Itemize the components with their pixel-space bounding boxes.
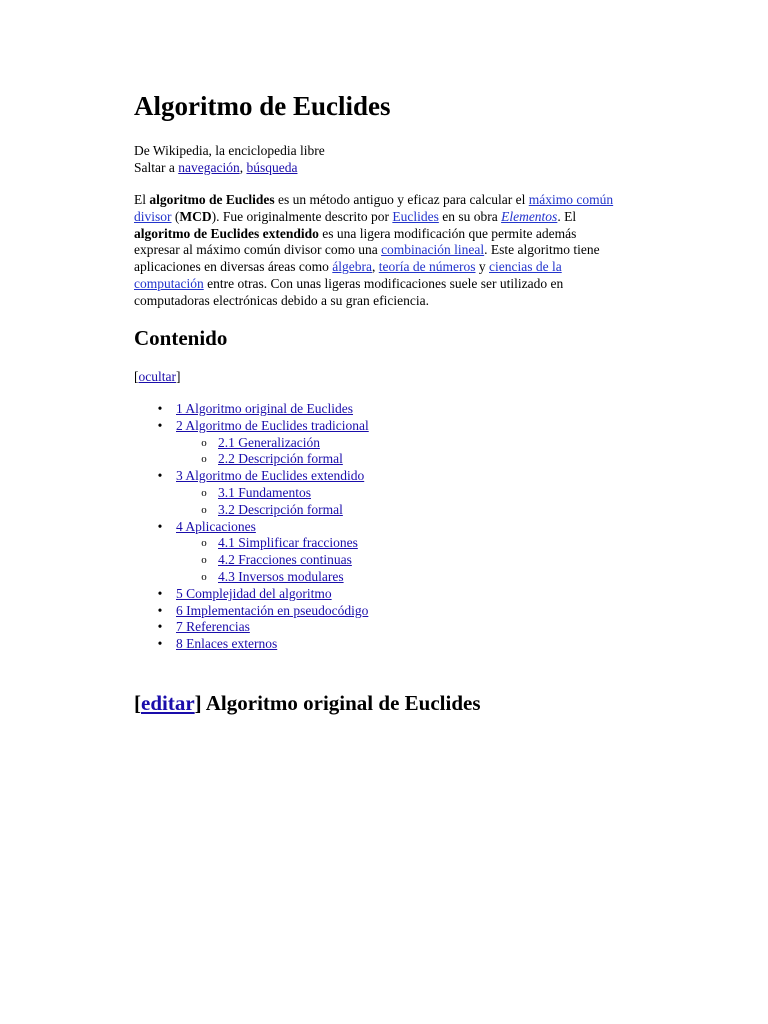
jump-prefix: Saltar a [134, 160, 179, 175]
toc-subitem [198, 451, 369, 468]
bullet-icon: • [157, 636, 163, 652]
contents-heading: Contenido [134, 326, 228, 350]
intro-text: El [134, 192, 150, 207]
circle-bullet-icon: o [201, 537, 207, 550]
toc-item [154, 636, 369, 653]
toc-sublist [176, 435, 369, 469]
toc-item [154, 519, 369, 586]
bullet-icon: • [157, 401, 163, 416]
intro-text: . El [557, 208, 577, 224]
intro-text: y [475, 259, 489, 275]
intro-text: ( [171, 208, 180, 224]
toc-item [154, 586, 369, 603]
bracket-close: ] [194, 691, 202, 715]
toc-link[interactable]: 7 Referencias [176, 619, 250, 635]
toc-sublink[interactable]: 3.2 Descripción formal [218, 501, 343, 517]
hide-toc-link[interactable]: ocultar [138, 369, 176, 384]
toc-sublink[interactable]: 2.2 Descripción formal [218, 451, 343, 467]
toc-item [154, 418, 369, 468]
page-title: Algoritmo de Euclides [134, 91, 391, 121]
hide-toggle [134, 368, 180, 385]
toc-sublink[interactable]: 3.1 Fundamentos [218, 484, 311, 500]
intro-text: entre otras. Con unas ligeras modificaciones suele ser utilizado en computadoras electrónicas debido a su gran eficiencia. [134, 275, 564, 308]
intro-text: . Este algoritmo tiene aplicaciones en diversas áreas como [134, 242, 600, 275]
toc-subitem [198, 535, 369, 552]
toc-item [154, 619, 369, 636]
toc-subitem [198, 552, 369, 569]
circle-bullet-icon: o [201, 554, 207, 567]
intro-text: , [372, 259, 379, 275]
link-combinacion-lineal[interactable]: combinación lineal [381, 242, 485, 258]
section-heading [134, 689, 481, 717]
circle-bullet-icon: o [201, 570, 207, 583]
toc-link[interactable]: 6 Implementación en pseudocódigo [176, 602, 369, 618]
bullet-icon: • [157, 585, 163, 601]
bracket-close: ] [175, 369, 181, 384]
toc-sublist [176, 535, 369, 585]
link-elementos[interactable]: Elementos [501, 208, 558, 224]
bracket-open: [ [134, 369, 139, 384]
toc-sublink[interactable]: 4.2 Fracciones continuas [218, 552, 352, 568]
intro-bold-term: algoritmo de Euclides [149, 192, 275, 207]
article [134, 88, 634, 715]
bracket-open: [ [134, 691, 141, 715]
jump-separator: , [239, 160, 247, 175]
intro-text: en su obra [438, 208, 502, 224]
bullet-icon: • [157, 518, 163, 534]
circle-bullet-icon: o [201, 486, 207, 499]
intro-text: es un método antiguo y eficaz para calcular el [274, 192, 529, 207]
table-of-contents [154, 401, 369, 653]
site-subtitle: De Wikipedia, la enciclopedia libre [134, 143, 325, 158]
bullet-icon: • [157, 602, 163, 618]
toc-link[interactable]: 8 Enlaces externos [176, 636, 278, 652]
link-algebra[interactable]: álgebra [332, 259, 373, 275]
toc-sublink[interactable]: 2.1 Generalización [218, 434, 320, 450]
link-euclides[interactable]: Euclides [392, 208, 439, 224]
search-link[interactable]: búsqueda [246, 160, 298, 175]
intro-bold-term: MCD [179, 208, 212, 224]
toc-link[interactable]: 2 Algoritmo de Euclides tradicional [176, 417, 369, 433]
section-title: Algoritmo original de Euclides [201, 691, 481, 715]
jump-links [134, 159, 634, 176]
circle-bullet-icon: o [201, 453, 207, 466]
toc-item [154, 401, 369, 418]
toc-item [154, 603, 369, 620]
intro-paragraph [134, 192, 614, 310]
intro-text: ). Fue originalmente descrito por [211, 208, 393, 224]
toc-link[interactable]: 4 Aplicaciones [176, 518, 256, 534]
bullet-icon: • [157, 468, 163, 484]
toc-sublist [176, 485, 369, 519]
intro-bold-term: algoritmo de Euclides extendido [134, 225, 319, 241]
toc-subitem [198, 435, 369, 452]
link-ciencias-de-la-computacion[interactable]: ciencias de la computación [134, 259, 562, 291]
toc-sublink[interactable]: 4.3 Inversos modulares [218, 568, 344, 584]
toc-link[interactable]: 1 Algoritmo original de Euclides [176, 401, 353, 416]
link-maximo-comun-divisor[interactable]: máximo común divisor [134, 192, 614, 224]
toc-subitem [198, 485, 369, 502]
navigation-link[interactable]: navegación [178, 160, 240, 175]
toc-link[interactable]: 3 Algoritmo de Euclides extendido [176, 468, 365, 484]
bullet-icon: • [157, 417, 163, 433]
toc-link[interactable]: 5 Complejidad del algoritmo [176, 585, 332, 601]
circle-bullet-icon: o [201, 436, 207, 449]
intro-text: es una ligera modificación que permite además expresar al máximo común divisor como una [134, 225, 577, 258]
toc-subitem [198, 502, 369, 519]
edit-section-link[interactable]: editar [141, 691, 195, 715]
circle-bullet-icon: o [201, 503, 207, 516]
bullet-icon: • [157, 619, 163, 635]
link-teoria-de-numeros[interactable]: teoría de números [378, 259, 476, 275]
toc-subitem [198, 569, 369, 586]
toc-item [154, 468, 369, 518]
toc-sublink[interactable]: 4.1 Simplificar fracciones [218, 535, 358, 551]
